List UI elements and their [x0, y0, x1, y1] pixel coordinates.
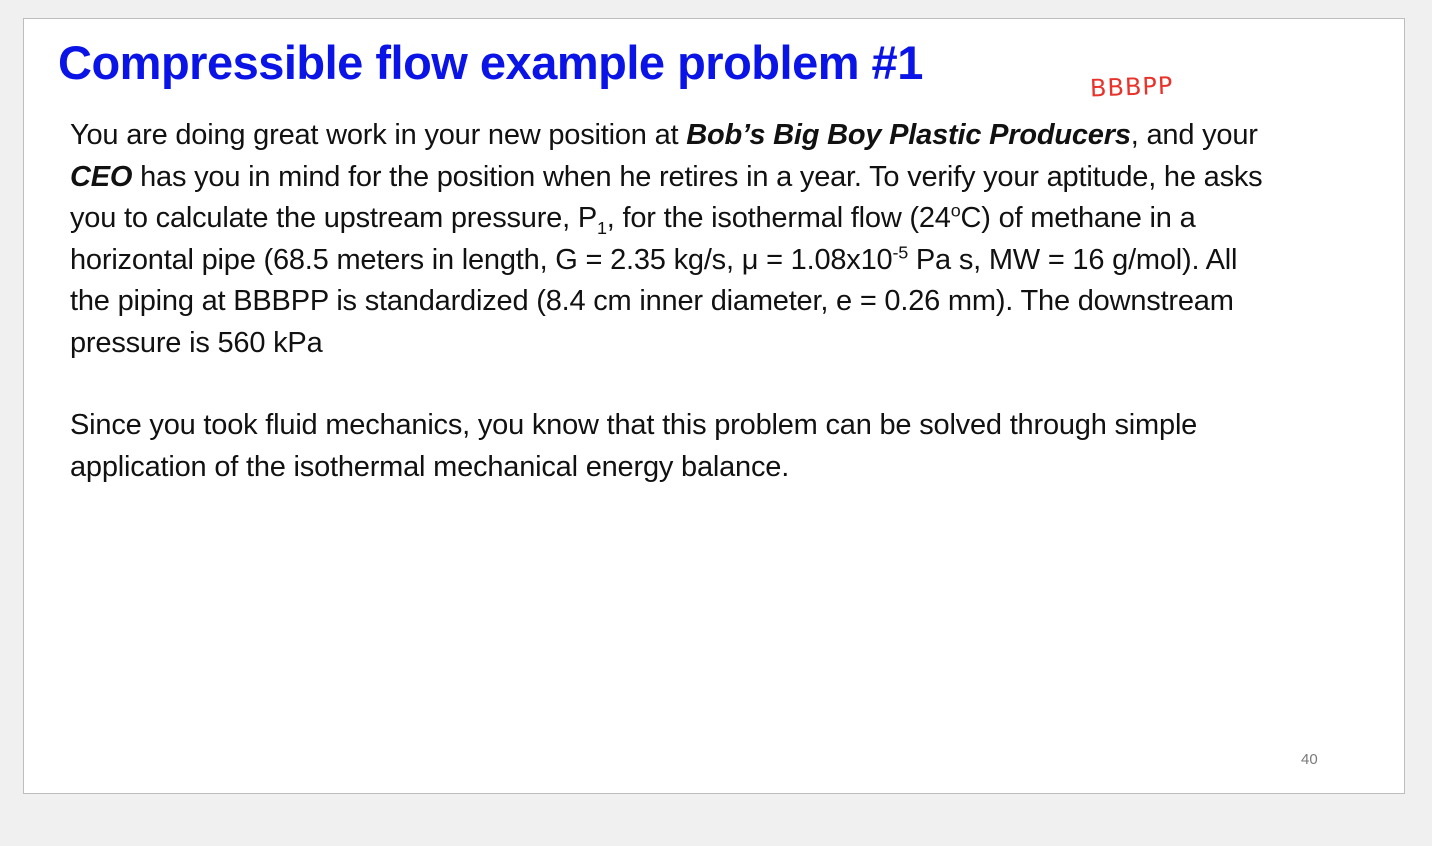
- pressure-subscript: 1: [596, 217, 607, 238]
- slide-body: [70, 115, 1280, 488]
- text-segment: C) of methane in a horizontal pipe (68.5 meters in length, G = 2.35 kg/s,: [70, 202, 1196, 276]
- ceo-label: CEO: [70, 160, 133, 193]
- slide: [23, 18, 1405, 794]
- slide-title: Compressible flow example problem #1: [58, 36, 923, 89]
- handwritten-annotation: BBBPP: [1089, 71, 1174, 103]
- degree-superscript: o: [950, 200, 961, 221]
- text-segment: has you in mind for the position when he retires in a year. To verify your aptitude, he asks you to calculate the upstream pressure, P: [70, 160, 1263, 234]
- problem-paragraph: [70, 115, 1280, 364]
- company-name: Bob’s Big Boy Plastic Producers: [686, 119, 1131, 151]
- hint-paragraph: Since you took fluid mechanics, you know that this problem can be solved through simple application of the isothermal mechanical energy balance.: [70, 409, 1198, 483]
- mu-symbol: μ: [741, 243, 759, 276]
- page-number: 40: [1301, 751, 1318, 768]
- text-segment: Pa s, MW = 16 g/mol). All the piping at BBBPP is standardized (8.4 cm inner diameter, e = 0.26 mm). The downstream pressure is 560 kPa: [70, 243, 1238, 359]
- text-segment: , for the isothermal flow (24: [606, 202, 951, 234]
- text-segment: = 1.08x10: [758, 243, 893, 276]
- text-segment: , and your: [1130, 119, 1258, 151]
- text-segment: You are doing great work in your new position at: [70, 119, 687, 151]
- exponent-superscript: -5: [892, 241, 909, 262]
